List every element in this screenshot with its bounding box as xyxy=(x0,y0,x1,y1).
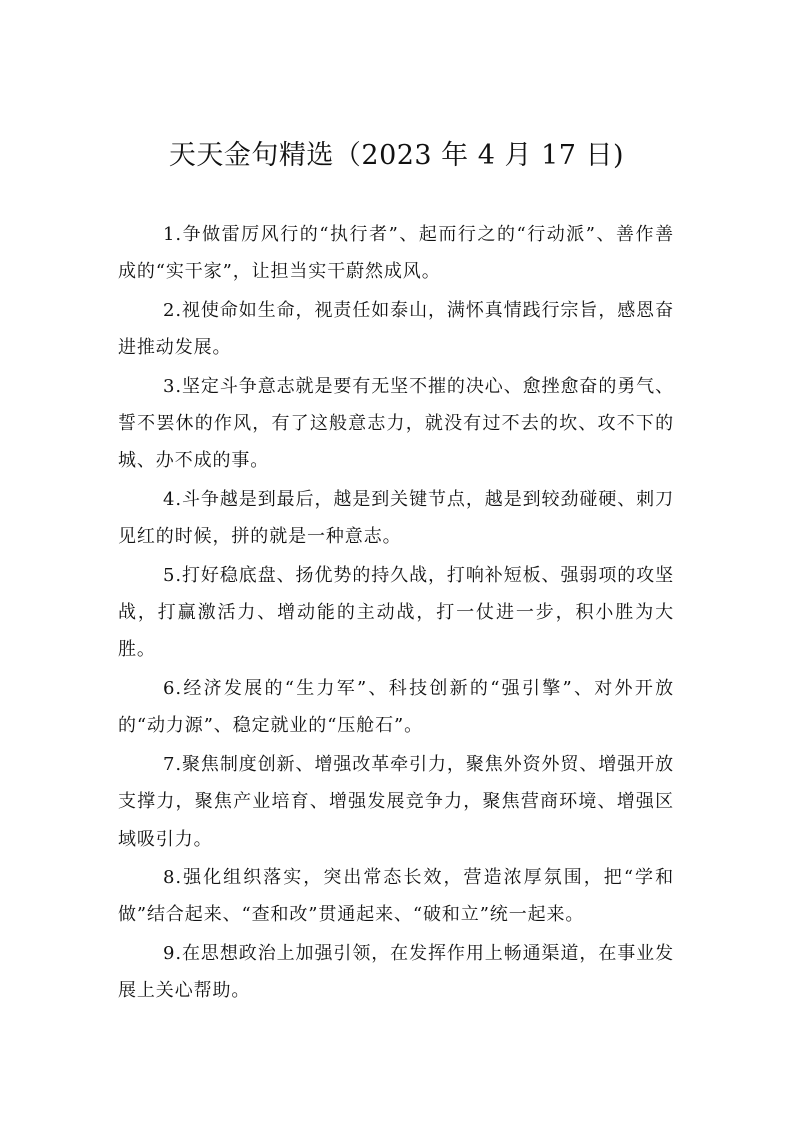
paragraph-3: 3.坚定斗争意志就是要有无坚不摧的决心、愈挫愈奋的勇气、誓不罢休的作风，有了这般意志力，就没有过不去的坎、攻不下的城、办不成的事。 xyxy=(118,375,674,472)
paragraph-5: 5.打好稳底盘、扬优势的持久战，打响补短板、强弱项的攻坚战，打赢激活力、增动能的主动战，打一仗进一步，积小胜为大胜。 xyxy=(118,564,674,661)
paragraph-4: 4.斗争越是到最后，越是到关键节点，越是到较劲碰硬、刺刀见红的时候，拼的就是一种意志。 xyxy=(118,488,674,548)
paragraph-6: 6.经济发展的“生力军”、科技创新的“强引擎”、对外开放的“动力源”、稳定就业的“压舱石”。 xyxy=(118,677,674,737)
document-body xyxy=(118,216,674,1011)
paragraph-9: 9.在思想政治上加强引领，在发挥作用上畅通渠道，在事业发展上关心帮助。 xyxy=(118,942,674,1002)
paragraph-7: 7.聚焦制度创新、增强改革牵引力，聚焦外资外贸、增强开放支撑力，聚焦产业培育、增强发展竞争力，聚焦营商环境、增强区域吸引力。 xyxy=(118,753,674,850)
page-title: 天天金句精选（2023 年 4 月 17 日) xyxy=(168,140,625,171)
paragraph-1: 1.争做雷厉风行的“执行者”、起而行之的“行动派”、善作善成的“实干家”，让担当实干蔚然成风。 xyxy=(118,224,674,283)
paragraph-2: 2.视使命如生命，视责任如泰山，满怀真情践行宗旨，感恩奋进推动发展。 xyxy=(118,299,674,359)
paragraph-8: 8.强化组织落实，突出常态长效，营造浓厚氛围，把“学和做”结合起来、“查和改”贯通起来、“破和立”统一起来。 xyxy=(118,866,674,926)
